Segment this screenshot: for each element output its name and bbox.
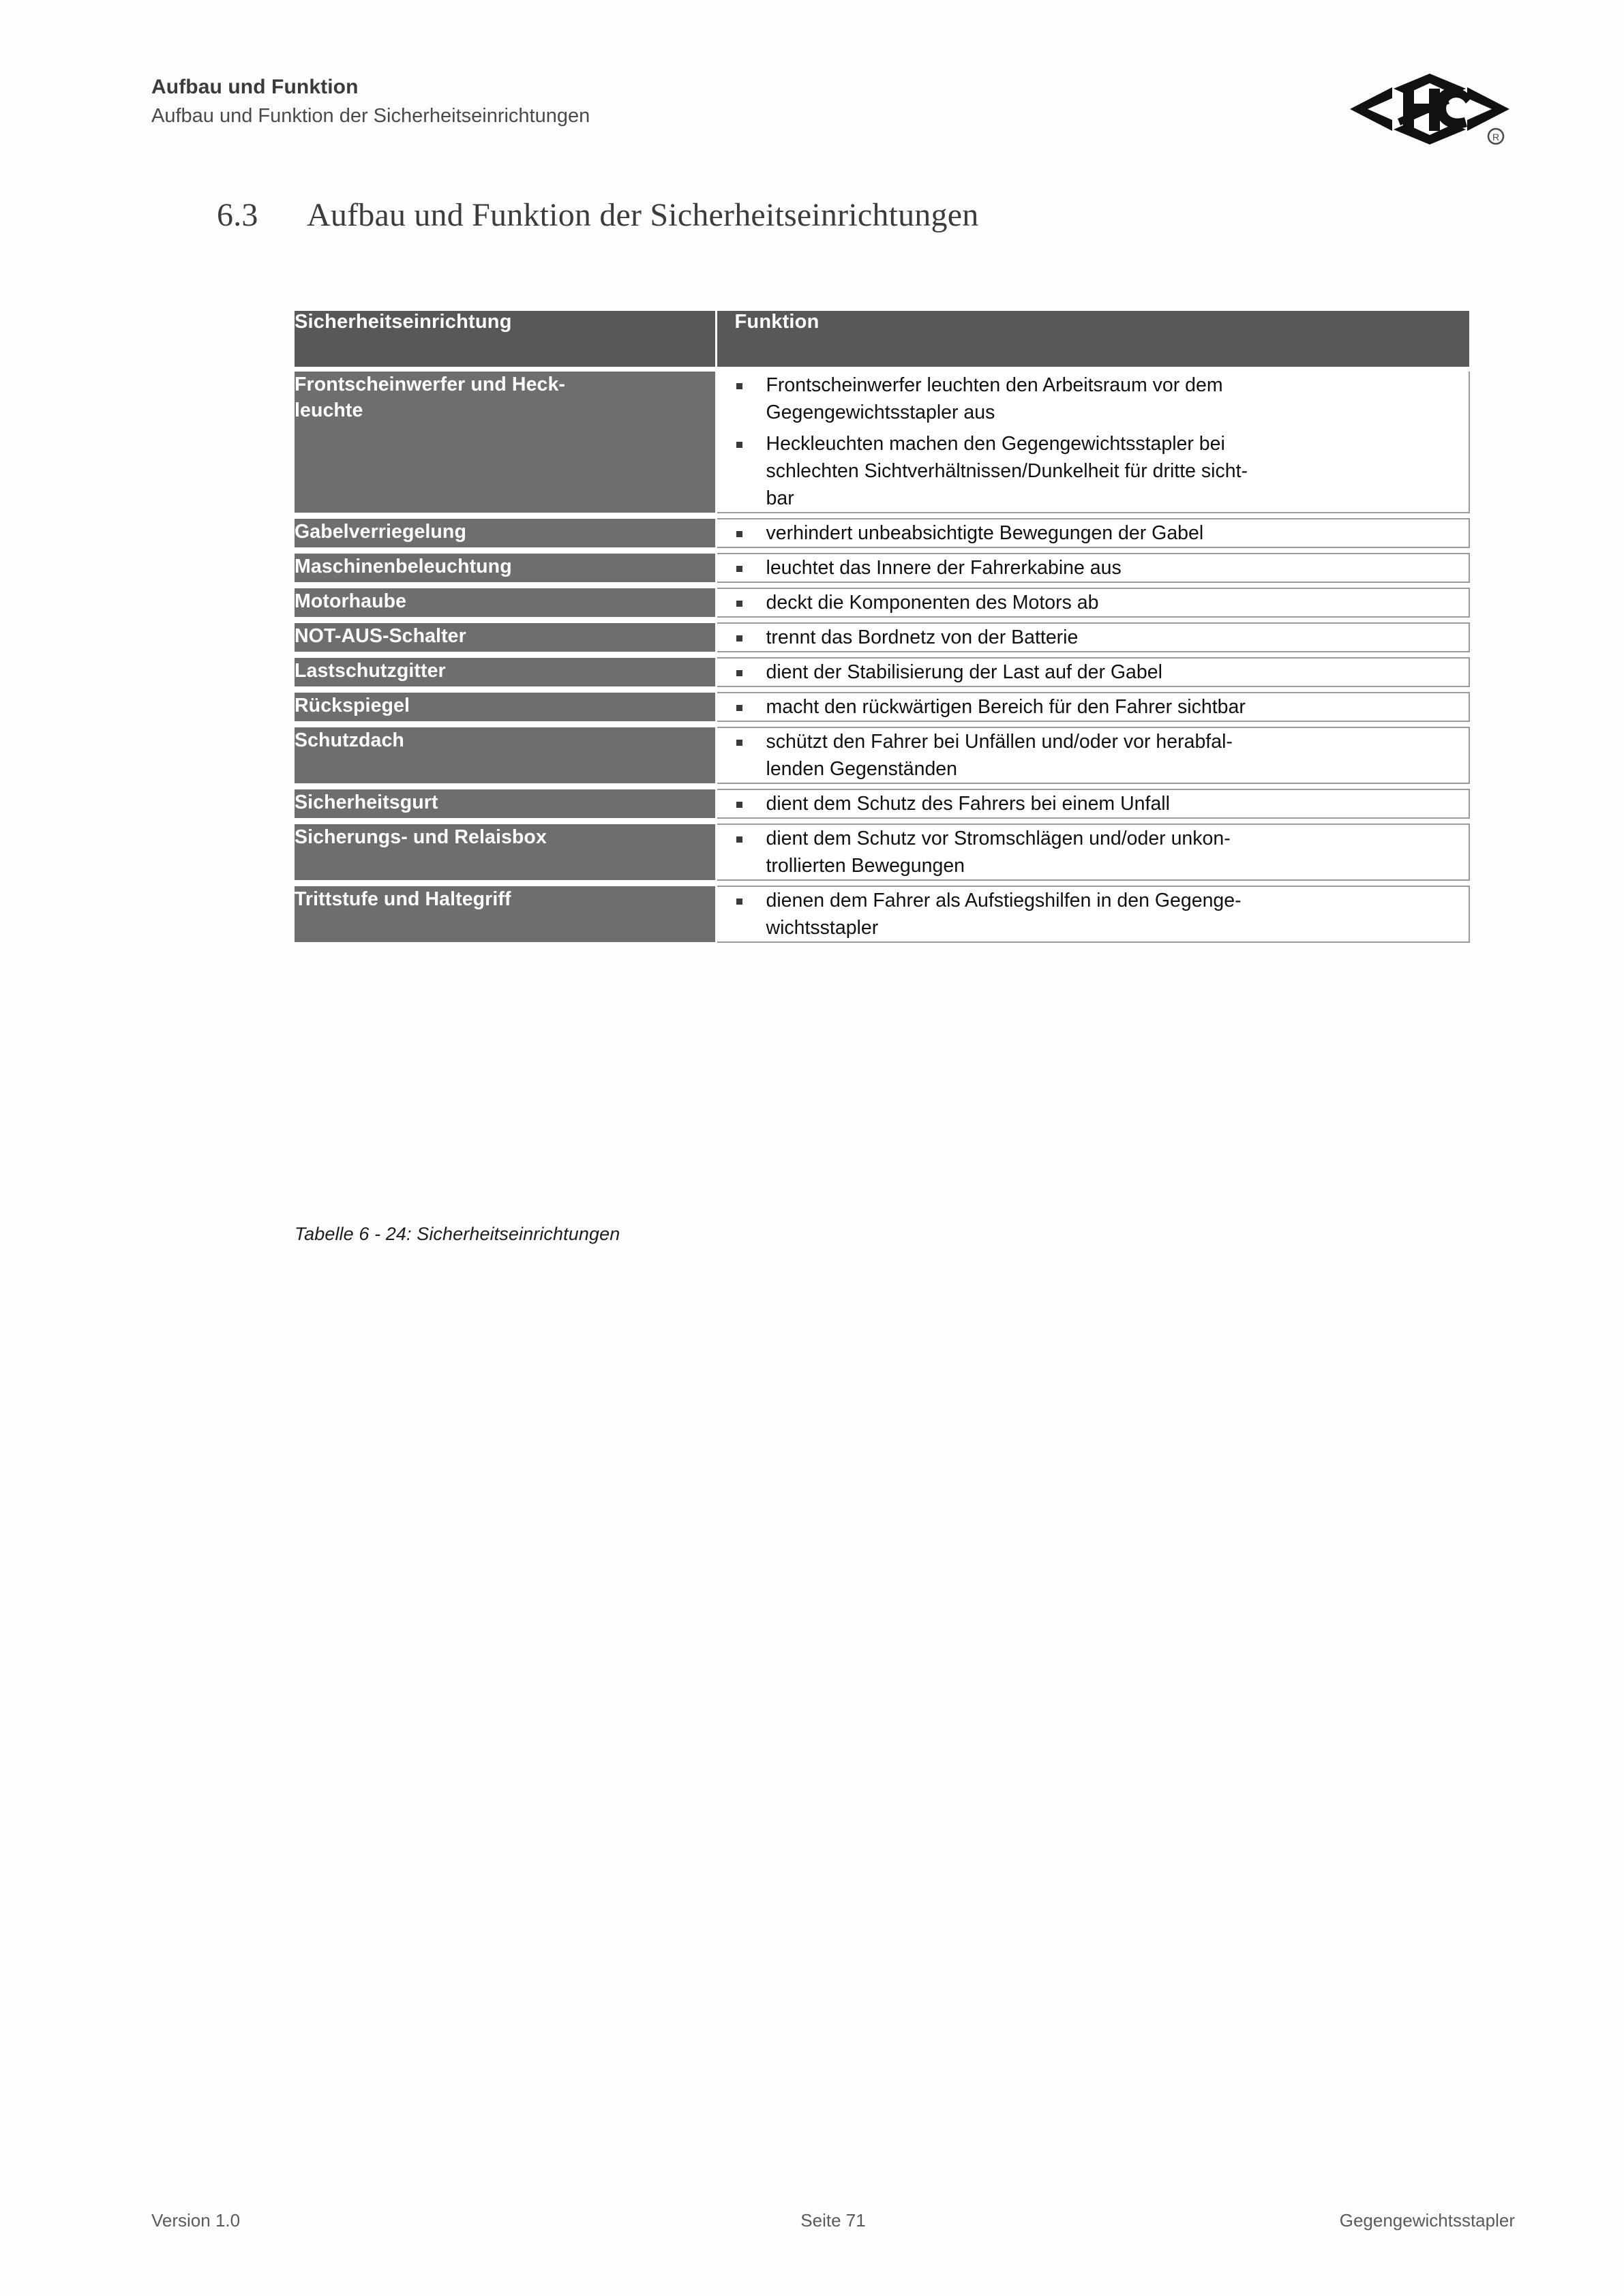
table-row — [295, 623, 1469, 652]
device-name: Frontscheinwerfer und Heck- leuchte — [295, 372, 716, 513]
gap-right — [716, 582, 1469, 588]
gap-right — [716, 783, 1469, 789]
device-name: Schutzdach — [295, 727, 716, 783]
gap-left — [295, 582, 716, 588]
gap-left — [295, 783, 716, 789]
gap-right — [716, 617, 1469, 623]
list-item: schützt den Fahrer bei Unfällen und/oder vor herabfal- lenden Gegenständen — [717, 728, 1469, 783]
shc-logo — [1344, 68, 1515, 150]
function-list — [717, 519, 1469, 547]
list-item: dient dem Schutz vor Stromschlägen und/oder unkon- trollierten Bewegungen — [717, 825, 1469, 879]
table-row — [295, 372, 1469, 513]
function-list — [717, 790, 1469, 817]
table-row — [295, 554, 1469, 582]
square-bullet-icon — [736, 442, 742, 448]
function-list — [717, 693, 1469, 721]
device-name: Sicherheitsgurt — [295, 789, 716, 818]
gap-left — [295, 818, 716, 824]
footer-product: Gegengewichtsstapler — [1339, 2209, 1515, 2231]
row-gap — [295, 721, 1469, 727]
footer-page-number: Seite 71 — [800, 2209, 866, 2231]
function-cell — [716, 658, 1469, 686]
gap-right — [716, 818, 1469, 824]
list-item: dient der Stabilisierung der Last auf der Gabel — [717, 659, 1469, 686]
gap-left — [295, 652, 716, 658]
table-row — [295, 789, 1469, 818]
safety-devices-table — [295, 311, 1470, 943]
function-cell — [716, 623, 1469, 652]
page-footer — [151, 2205, 1515, 2235]
table-row — [295, 824, 1469, 880]
table-head — [295, 311, 1469, 367]
function-cell — [716, 693, 1469, 721]
function-list — [717, 825, 1469, 879]
device-name: NOT-AUS-Schalter — [295, 623, 716, 652]
gap-left — [295, 686, 716, 693]
gap-left — [295, 617, 716, 623]
square-bullet-icon — [736, 836, 742, 843]
list-item: Heckleuchten machen den Gegengewichtsstapler bei schlechten Sichtverhältnissen/Dunkelheit für dritte sicht- bar — [717, 430, 1469, 512]
function-cell — [716, 886, 1469, 942]
device-name: Maschinenbeleuchtung — [295, 554, 716, 582]
running-header-section: Aufbau und Funktion der Sicherheitseinrichtungen — [151, 105, 590, 127]
row-gap — [295, 547, 1469, 554]
table-row — [295, 727, 1469, 783]
column-header-function: Funktion — [716, 311, 1469, 367]
list-item: deckt die Komponenten des Motors ab — [717, 589, 1469, 616]
column-header-device: Sicherheitseinrichtung — [295, 311, 716, 367]
function-list — [717, 659, 1469, 686]
function-list — [717, 372, 1469, 512]
square-bullet-icon — [736, 670, 742, 676]
registered-mark-glyph: R — [1492, 132, 1500, 142]
running-header — [151, 74, 1515, 155]
gap-right — [716, 880, 1469, 886]
function-list — [717, 589, 1469, 616]
function-list — [717, 624, 1469, 651]
table-row — [295, 519, 1469, 547]
section-heading — [217, 196, 1444, 234]
footer-version: Version 1.0 — [151, 2209, 241, 2231]
square-bullet-icon — [736, 383, 742, 389]
running-header-chapter: Aufbau und Funktion — [151, 76, 359, 98]
function-list — [717, 887, 1469, 941]
gap-left — [295, 721, 716, 727]
running-header-texts — [151, 74, 590, 131]
square-bullet-icon — [736, 802, 742, 808]
gap-right — [716, 367, 1469, 372]
gap-left — [295, 547, 716, 554]
gap-right — [716, 547, 1469, 554]
square-bullet-icon — [736, 740, 742, 746]
function-list — [717, 728, 1469, 783]
gap-right — [716, 686, 1469, 693]
gap-right — [716, 721, 1469, 727]
row-gap — [295, 513, 1469, 519]
device-name: Trittstufe und Haltegriff — [295, 886, 716, 942]
gap-left — [295, 880, 716, 886]
gap-left — [295, 513, 716, 519]
table-row — [295, 886, 1469, 942]
device-name: Motorhaube — [295, 588, 716, 617]
row-gap — [295, 686, 1469, 693]
row-gap — [295, 818, 1469, 824]
table-caption: Tabelle 6 - 24: Sicherheitseinrichtungen — [295, 1224, 620, 1244]
table-row — [295, 588, 1469, 617]
device-name: Gabelverriegelung — [295, 519, 716, 547]
function-cell — [716, 372, 1469, 513]
function-cell — [716, 727, 1469, 783]
table-row — [295, 658, 1469, 686]
function-cell — [716, 588, 1469, 617]
row-gap — [295, 617, 1469, 623]
function-cell — [716, 789, 1469, 818]
list-item: dient dem Schutz des Fahrers bei einem Unfall — [717, 790, 1469, 817]
function-list — [717, 554, 1469, 581]
section-number: 6.3 — [217, 197, 258, 233]
row-gap — [295, 880, 1469, 886]
list-item: verhindert unbeabsichtigte Bewegungen der Gabel — [717, 519, 1469, 547]
header-body-gap — [295, 367, 1469, 372]
function-cell — [716, 824, 1469, 880]
list-item: trennt das Bordnetz von der Batterie — [717, 624, 1469, 651]
square-bullet-icon — [736, 705, 742, 711]
square-bullet-icon — [736, 635, 742, 641]
row-gap — [295, 783, 1469, 789]
gap-right — [716, 513, 1469, 519]
square-bullet-icon — [736, 531, 742, 537]
list-item: macht den rückwärtigen Bereich für den Fahrer sichtbar — [717, 693, 1469, 721]
row-gap — [295, 652, 1469, 658]
gap-right — [716, 652, 1469, 658]
square-bullet-icon — [736, 898, 742, 905]
list-item: dienen dem Fahrer als Aufstiegshilfen in den Gegenge- wichtsstapler — [717, 887, 1469, 941]
list-item: Frontscheinwerfer leuchten den Arbeitsraum vor dem Gegengewichtsstapler aus — [717, 372, 1469, 426]
table-header-row — [295, 311, 1469, 367]
square-bullet-icon — [736, 601, 742, 607]
function-cell — [716, 519, 1469, 547]
table-body — [295, 367, 1469, 942]
section-title: Aufbau und Funktion der Sicherheitseinrichtungen — [307, 197, 979, 233]
gap-left — [295, 367, 716, 372]
square-bullet-icon — [736, 566, 742, 572]
device-name: Lastschutzgitter — [295, 658, 716, 686]
device-name: Sicherungs- und Relaisbox — [295, 824, 716, 880]
device-name: Rückspiegel — [295, 693, 716, 721]
list-item: leuchtet das Innere der Fahrerkabine aus — [717, 554, 1469, 581]
table-row — [295, 693, 1469, 721]
function-cell — [716, 554, 1469, 582]
row-gap — [295, 582, 1469, 588]
